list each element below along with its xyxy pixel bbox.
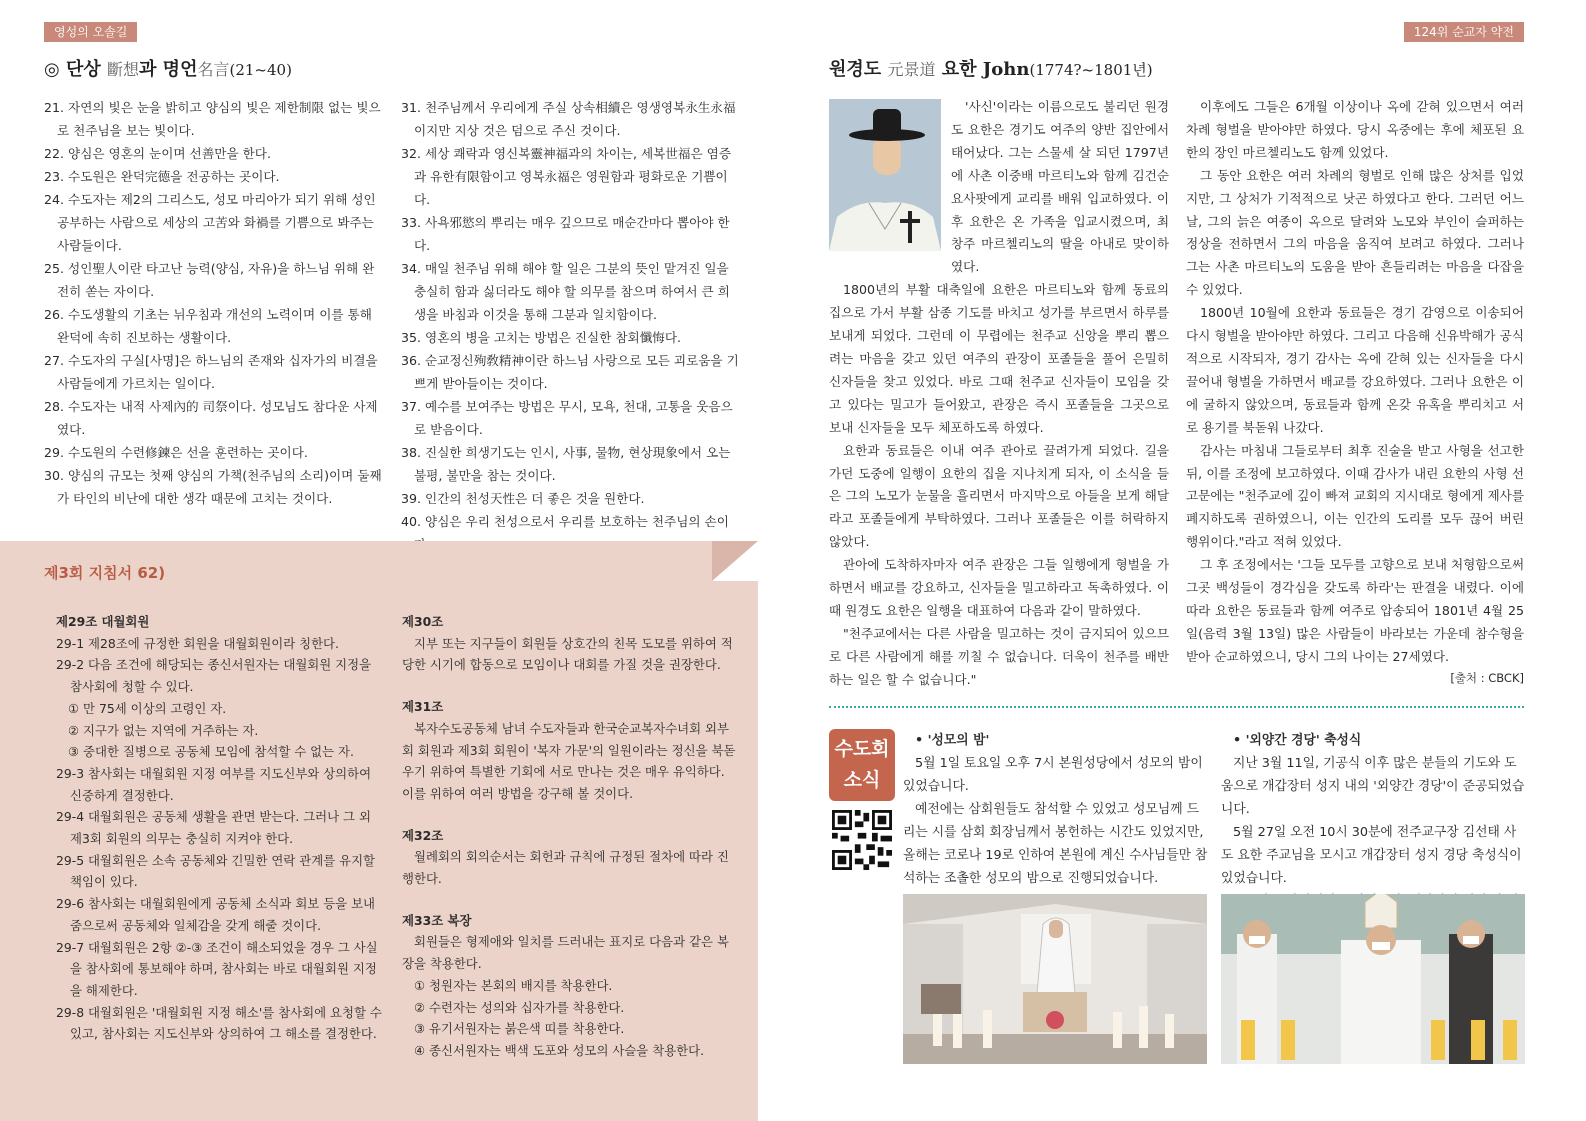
guideline-column-1 (56, 611, 386, 1045)
article-33-text: 회원들은 형제애와 일치를 드러내는 표지로 다음과 같은 복장을 착용한다. (402, 934, 729, 972)
maxim-item: 35. 영혼의 병을 고치는 방법은 진실한 참회懺悔다. (401, 330, 682, 345)
bio-paragraph: 1800년 10월에 요한과 동료들은 경기 감영으로 이송되어 다시 형벌을 받아야만 하였다. 그리고 다음해 신유박해가 공식적으로 시작되자, 경기 감사는 옥에 갇혀 있는 신자들을 다시 끌어내 형벌을 가하면서 배교를 강요하였다. 그러나 요한은 이에 굴하지 않았으며, 동료들과 함께 온갖 유혹을 뿌리치고 서로 용기를 북돋워 나갔다. (1186, 305, 1524, 435)
maxim-item: 34. 매일 천주님 위해 해야 할 일은 그분의 뜻인 맡겨진 일을 충실히 함과 싫더라도 해야 할 의무를 참으며 하여서 큰 희생을 바침과 이것을 통해 그분과 일치함이다. (401, 261, 730, 322)
article-32-text: 월례회의 회의순서는 회헌과 규칙에 규정된 절차에 따라 진행한다. (402, 849, 729, 887)
maxim-item: 37. 예수를 보여주는 방법은 무시, 모욕, 천대, 고통을 웃음으로 받음이다. (401, 399, 733, 437)
bio-paragraph: 1800년의 부활 대축일에 요한은 마르티노와 함께 동료의 집으로 가서 부활 삼종 기도를 바치고 성가를 부르면서 하루를 보내게 되었다. 그런데 이 무렵에는 천주교 신앙을 뿌리 뽑으려는 마음을 갖고 있던 여주의 관장이 포졸들을 풀어 은밀히 신자들을 찾고 있었다. 바로 그때 천주교 신자들이 모임을 갖고 있다는 밀고가 들어왔고, 관장은 즉시 포졸들을 그곳으로 보내 신자들을 모두 체포하도록 하였다. (829, 282, 1169, 435)
article-item: 29-2 다음 조건에 해당되는 종신서원자는 대월회원 지정을 참사회에 청할 수 있다. (56, 657, 372, 695)
article-item: 29-3 참사회는 대월회원 지정 여부를 지도신부와 상의하여 신중하게 결정한다. (56, 765, 372, 803)
article-29-heading: 제29조 대월회원 (56, 614, 150, 629)
maxim-item: 28. 수도자는 내적 사제內的 司祭이다. 성모님도 참다운 사제였다. (44, 399, 378, 437)
photo-chapel-blessing (1221, 894, 1525, 1064)
maxim-item: 24. 수도자는 제2의 그리스도, 성모 마리아가 되기 위해 성인공부하는 사람으로 세상의 고苦와 화禍를 기쁨으로 봐주는 사람들이다. (44, 192, 376, 253)
section-tag-spirituality: 영성의 오솔길 (44, 22, 137, 42)
guideline-column-2 (402, 611, 740, 1062)
attire-item: ④ 종신서원자는 백색 도포와 성모의 사슬을 착용한다. (414, 1042, 705, 1058)
bio-column-1 (829, 96, 1169, 692)
news-badge (829, 729, 895, 801)
maxim-item: 26. 수도생활의 기초는 뉘우침과 개선의 노력이며 이를 통해 완덕에 속히 진보하는 생활이다. (44, 307, 372, 345)
source-credit: [출처 : CBCK] (1450, 671, 1524, 685)
maxims-title: ◎ 단상 斷想과 명언名言(21~40) (44, 59, 292, 80)
article-32-heading: 제32조 (402, 827, 444, 843)
attire-item: ① 청원자는 본회의 배지를 착용한다. (414, 977, 613, 993)
article-item: 29-4 대월회원은 공동체 생활을 관면 받는다. 그러나 그 외 제3회 회원의 의무는 충실히 지켜야 한다. (56, 809, 371, 847)
bio-paragraph: 감사는 마침내 그들로부터 최후 진술을 받고 사형을 선고한 뒤, 이를 조정에 보고하였다. 이때 감사가 내린 요한의 사형 선고문에는 "천주교에 깊이 빠져 교회의 지시대로 형에게 제사를 폐지하도록 권하였으니, 이는 인간의 도리를 모두 끊어 버린 행위이다."라고 적혀 있었다. (1186, 442, 1524, 550)
bio-column-2 (1186, 96, 1524, 669)
article-30-heading: 제30조 (402, 614, 444, 629)
maxim-item: 29. 수도원의 수련修鍊은 선을 훈련하는 곳이다. (44, 445, 308, 460)
article-33-heading: 제33조 복장 (402, 912, 472, 928)
bio-paragraph: 관아에 도착하자마자 여주 관장은 그들 일행에게 형벌을 가하면서 배교를 강요하고, 신자들을 밀고하라고 독촉하였다. 이때 원경도 요한은 일행을 대표하여 다음과 같이 말하였다. (829, 557, 1169, 618)
article-31-text: 복자수도공동체 남녀 수도자들과 한국순교복자수녀회 외부회 회원과 제3회 회원이 '복자 가문'의 일원이라는 정신을 북돋우기 위하여 특별한 기회에 서로 만나는 것은 매우 유익하다. 이를 위하여 여러 방법을 강구해 볼 것이다. (402, 720, 736, 801)
news-badge-line2: 소식 (843, 769, 881, 791)
maxim-item: 39. 인간의 천성天性은 더 좋은 것을 원한다. (401, 491, 645, 506)
section-tag-martyrs: 124위 순교자 약전 (1404, 22, 1524, 42)
bio-paragraph: 그 후 조정에서는 '그들 모두를 고향으로 보내 처형함으로써 그곳 백성들이 경각심을 갖도록 하라'는 판결을 내렸다. 이에 따라 요한은 동료들과 함께 여주로 압송되어 1801년 4월 25일(음력 3월 13일) 많은 사람들이 바라보는 가운데 참수형을 받아 순교하였으니, 당시 그의 나이는 27세였다. (1186, 557, 1524, 664)
martyr-title: 원경도 元景道 요한 John(1774?~1801년) (829, 59, 1153, 80)
news-badge-line1: 수도회 (834, 738, 890, 760)
bio-paragraph: 그 동안 요한은 여러 차례의 형벌로 인해 많은 상처를 입었지만, 그 상처가 기적적으로 낫곤 하였다고 한다. 그러던 어느 날, 그의 늙은 여종이 옥으로 달려와 노모와 부인이 슬퍼하는 정상을 전하면서 그의 마음을 움직여 보려고 하였다. 그러나 그는 사촌 마르티노의 도움을 받아 흔들리려는 마음을 다잡을 수 있었다. (1186, 167, 1524, 298)
article-item: 29-7 대월회원은 2항 ②-③ 조건이 해소되었을 경우 그 사실을 참사회에 통보해야 하며, 참사회는 바로 대월회원 지정을 해제한다. (56, 939, 378, 998)
news-paragraph: 지난 3월 11일, 기공식 이후 많은 분들의 기도와 도움으로 개갑장터 성지 내의 '외양간 경당'이 준공되었습니다. (1221, 756, 1525, 817)
maxim-item: 22. 양심은 영혼의 눈이며 선善만을 한다. (44, 146, 271, 161)
maxim-item: 31. 천주님께서 우리에게 주실 상속相續은 영생영복永生永福이지만 지상 것은 덤으로 주신 것이다. (401, 100, 736, 138)
condition-item: ② 지구가 없는 지역에 거주하는 자. (68, 722, 259, 738)
maxim-item: 23. 수도원은 완덕完德을 전공하는 곳이다. (44, 169, 280, 184)
bio-quote: "천주교에서는 다른 사람을 밀고하는 것이 금지되어 있으므로 다른 사람에게 해를 끼칠 수 없습니다. 더욱이 천주를 배반하는 일은 할 수 없습니다." (829, 625, 1169, 687)
news-paragraph: 5월 27일 오전 10시 30분에 전주교구장 김선태 사도 요한 주교님을 모시고 개갑장터 성지 경당 축성식이 있었습니다. (1221, 825, 1522, 886)
news-heading: • '성모의 밤' (915, 733, 990, 748)
maxim-item: 27. 수도자의 구실[사명]은 하느님의 존재와 십자가의 비결을 사람들에게 가르치는 일이다. (44, 353, 378, 391)
maxim-item: 36. 순교정신殉敎精神이란 하느님 사랑으로 모든 괴로움을 기쁘게 받아들이는 것이다. (401, 353, 739, 391)
condition-item: ① 만 75세 이상의 고령인 자. (68, 700, 227, 716)
article-item: 29-1 제28조에 규정한 회원을 대월회원이라 칭한다. (56, 635, 339, 651)
page-fold-corner (712, 541, 758, 581)
attire-item: ③ 유기서원자는 붉은색 띠를 착용한다. (414, 1021, 625, 1037)
maxims-column-1 (44, 96, 384, 510)
maxim-item: 21. 자연의 빛은 눈을 밝히고 양심의 빛은 제한制限 없는 빛으로 천주님을 보는 빛이다. (44, 100, 381, 138)
article-item: 29-8 대월회원은 '대월회원 지정 해소'를 참사회에 요청할 수 있고, 참사회는 지도신부와 상의하여 그 해소를 결정한다. (56, 1004, 382, 1042)
bio-paragraph: 요한과 동료들은 이내 여주 관아로 끌려가게 되었다. 길을 가던 도중에 일행이 요한의 집을 지나치게 되자, 이 소식을 들은 그의 노모가 눈물을 흘리면서 마지막으로 아들을 보게 해달라고 포졸들에게 부탁하였다. 그러나 포졸들은 이를 허락하지 않았다. (829, 442, 1169, 550)
maxim-item: 25. 성인聖人이란 타고난 능력(양심, 자유)을 하느님 위해 완전히 쏟는 자이다. (44, 261, 375, 299)
article-item: 29-6 참사회는 대월회원에게 공동체 소식과 회보 등을 보내줌으로써 공동체와 일체감을 갖게 해줄 것이다. (56, 896, 376, 933)
maxim-item: 33. 사욕邪慾의 뿌리는 매우 깊으므로 매순간마다 뽑아야 한다. (401, 215, 730, 253)
attire-item: ② 수련자는 성의와 십자가를 착용한다. (414, 999, 625, 1015)
maxim-item: 38. 진실한 희생기도는 인시, 사事, 물物, 현상現象에서 오는 불평, 불만을 참는 것이다. (401, 445, 731, 483)
news-item-mary-night (903, 729, 1208, 890)
article-31-heading: 제31조 (402, 699, 444, 715)
news-paragraph: 예전에는 삼회원들도 참석할 수 있었고 성모님께 드리는 시를 삼회 회장님께서 봉헌하는 시간도 있었지만, 올해는 코로나 19로 인하여 본원에 계신 수사님들만 참석하는 조촐한 성모의 밤으로 진행되었습니다. (903, 802, 1208, 886)
maxim-item: 30. 양심의 규모는 첫째 양심의 가책(천주님의 소리)이며 둘째가 타인의 비난에 대한 생각 때문에 고치는 것이다. (44, 468, 382, 506)
news-paragraph: 5월 1일 토요일 오후 7시 본원성당에서 성모의 밤이 있었습니다. (903, 756, 1203, 794)
news-heading: • '외양간 경당' 축성식 (1233, 733, 1362, 748)
maxim-item: 40. 양심은 우리 천성으로서 우리를 보호하는 천주님의 손이 (401, 514, 729, 529)
bio-paragraph: 이후에도 그들은 6개월 이상이나 옥에 갇혀 있으면서 여러 차례 형벌을 받아야만 하였다. 당시 옥중에는 후에 체포된 요한의 장인 마르첼리노도 함께 있었다. (1186, 99, 1524, 160)
maxim-item: 32. 세상 쾌락과 영신복靈神福과의 차이는, 세복世福은 염증과 유한有限함이고 영복永福은 영원함과 평화로운 기쁨이다. (401, 146, 731, 207)
maxims-column-2 (401, 96, 741, 556)
qr-code-icon[interactable] (832, 810, 892, 870)
article-30-text: 지부 또는 지구들이 회원들 상호간의 친목 도모를 위하여 적당한 시기에 합동으로 모임이나 대회를 가질 것을 권장한다. (402, 635, 733, 673)
photo-mary-night (903, 894, 1207, 1064)
bio-paragraph: '사신'이라는 이름으로도 불리던 원경도 요한은 경기도 여주의 양반 집안에서 태어났다. 그는 스물세 살 되던 1797년에 사촌 이중배 마르티노와 함께 김건순 요사팟에게 교리를 배워 입교하였다. 이후 요한은 온 가족을 입교시켰으며, 최창주 마르첼리노의 딸을 아내로 맞이하였다. (951, 99, 1169, 275)
section-divider (829, 706, 1524, 708)
article-item: 29-5 대월회원은 소속 공동체와 긴밀한 연락 관계를 유지할 책임이 있다. (56, 852, 376, 890)
condition-item: ③ 중대한 질병으로 공동체 모임에 참석할 수 없는 자. (68, 744, 354, 760)
guideline-title: 제3회 지침서 62) (44, 564, 166, 582)
